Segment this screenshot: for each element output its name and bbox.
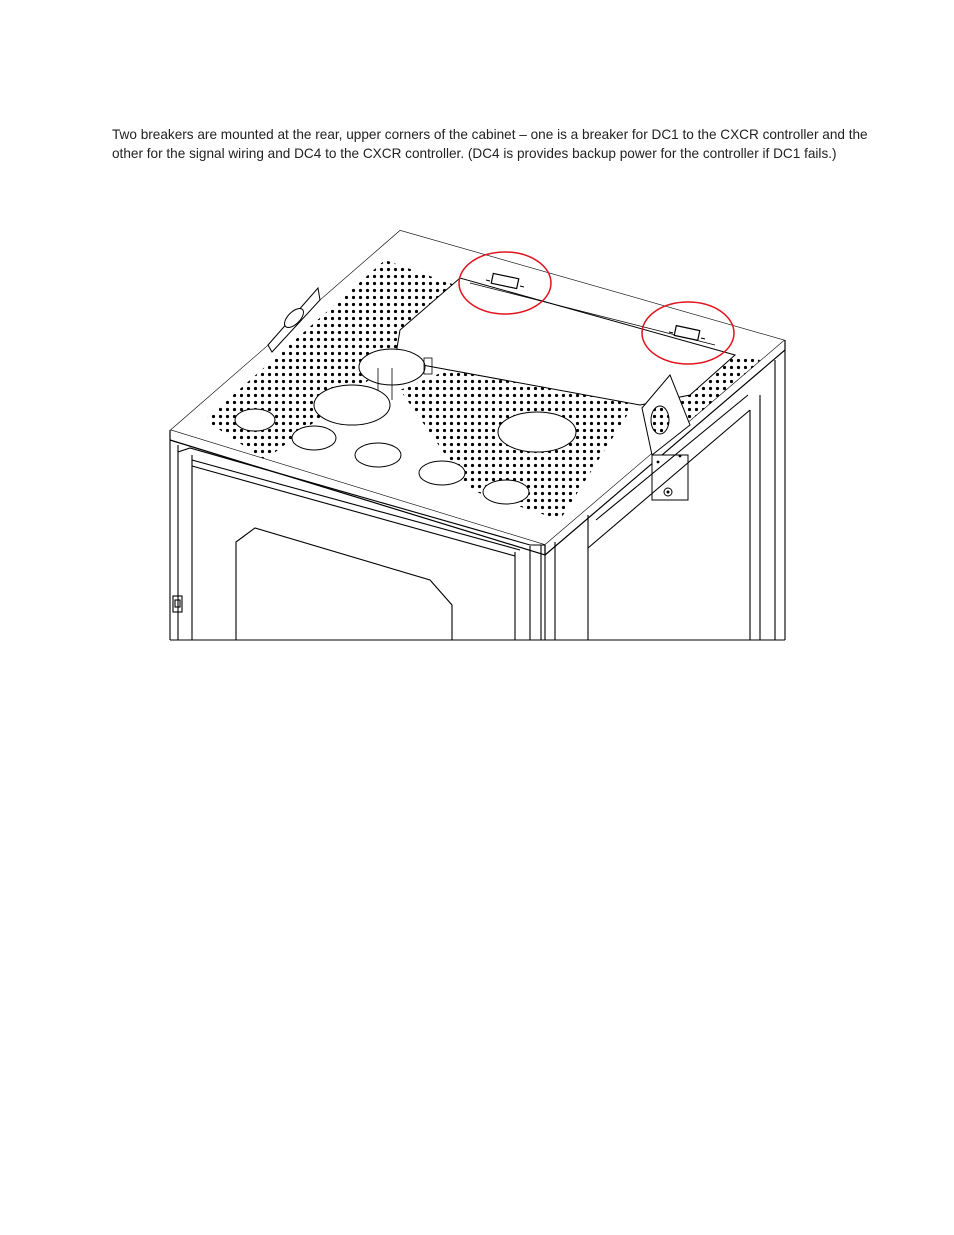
cable-hole — [419, 461, 465, 485]
description-paragraph: Two breakers are mounted at the rear, upper corners of the cabinet – one is a breaker for DC1 to the CXCR controller and the other for the signal wiring and DC4 to the CXCR controller. (DC4 is provides backup power for the controller if DC1 fails.) — [112, 127, 868, 161]
cable-hole-large — [314, 385, 390, 425]
cable-hole — [292, 426, 336, 450]
cable-hole — [235, 409, 275, 431]
cable-hole — [355, 443, 401, 467]
cable-hole — [483, 480, 529, 504]
cable-hole-large — [498, 412, 576, 452]
cabinet-illustration — [160, 220, 790, 645]
cabinet-top — [170, 230, 785, 545]
